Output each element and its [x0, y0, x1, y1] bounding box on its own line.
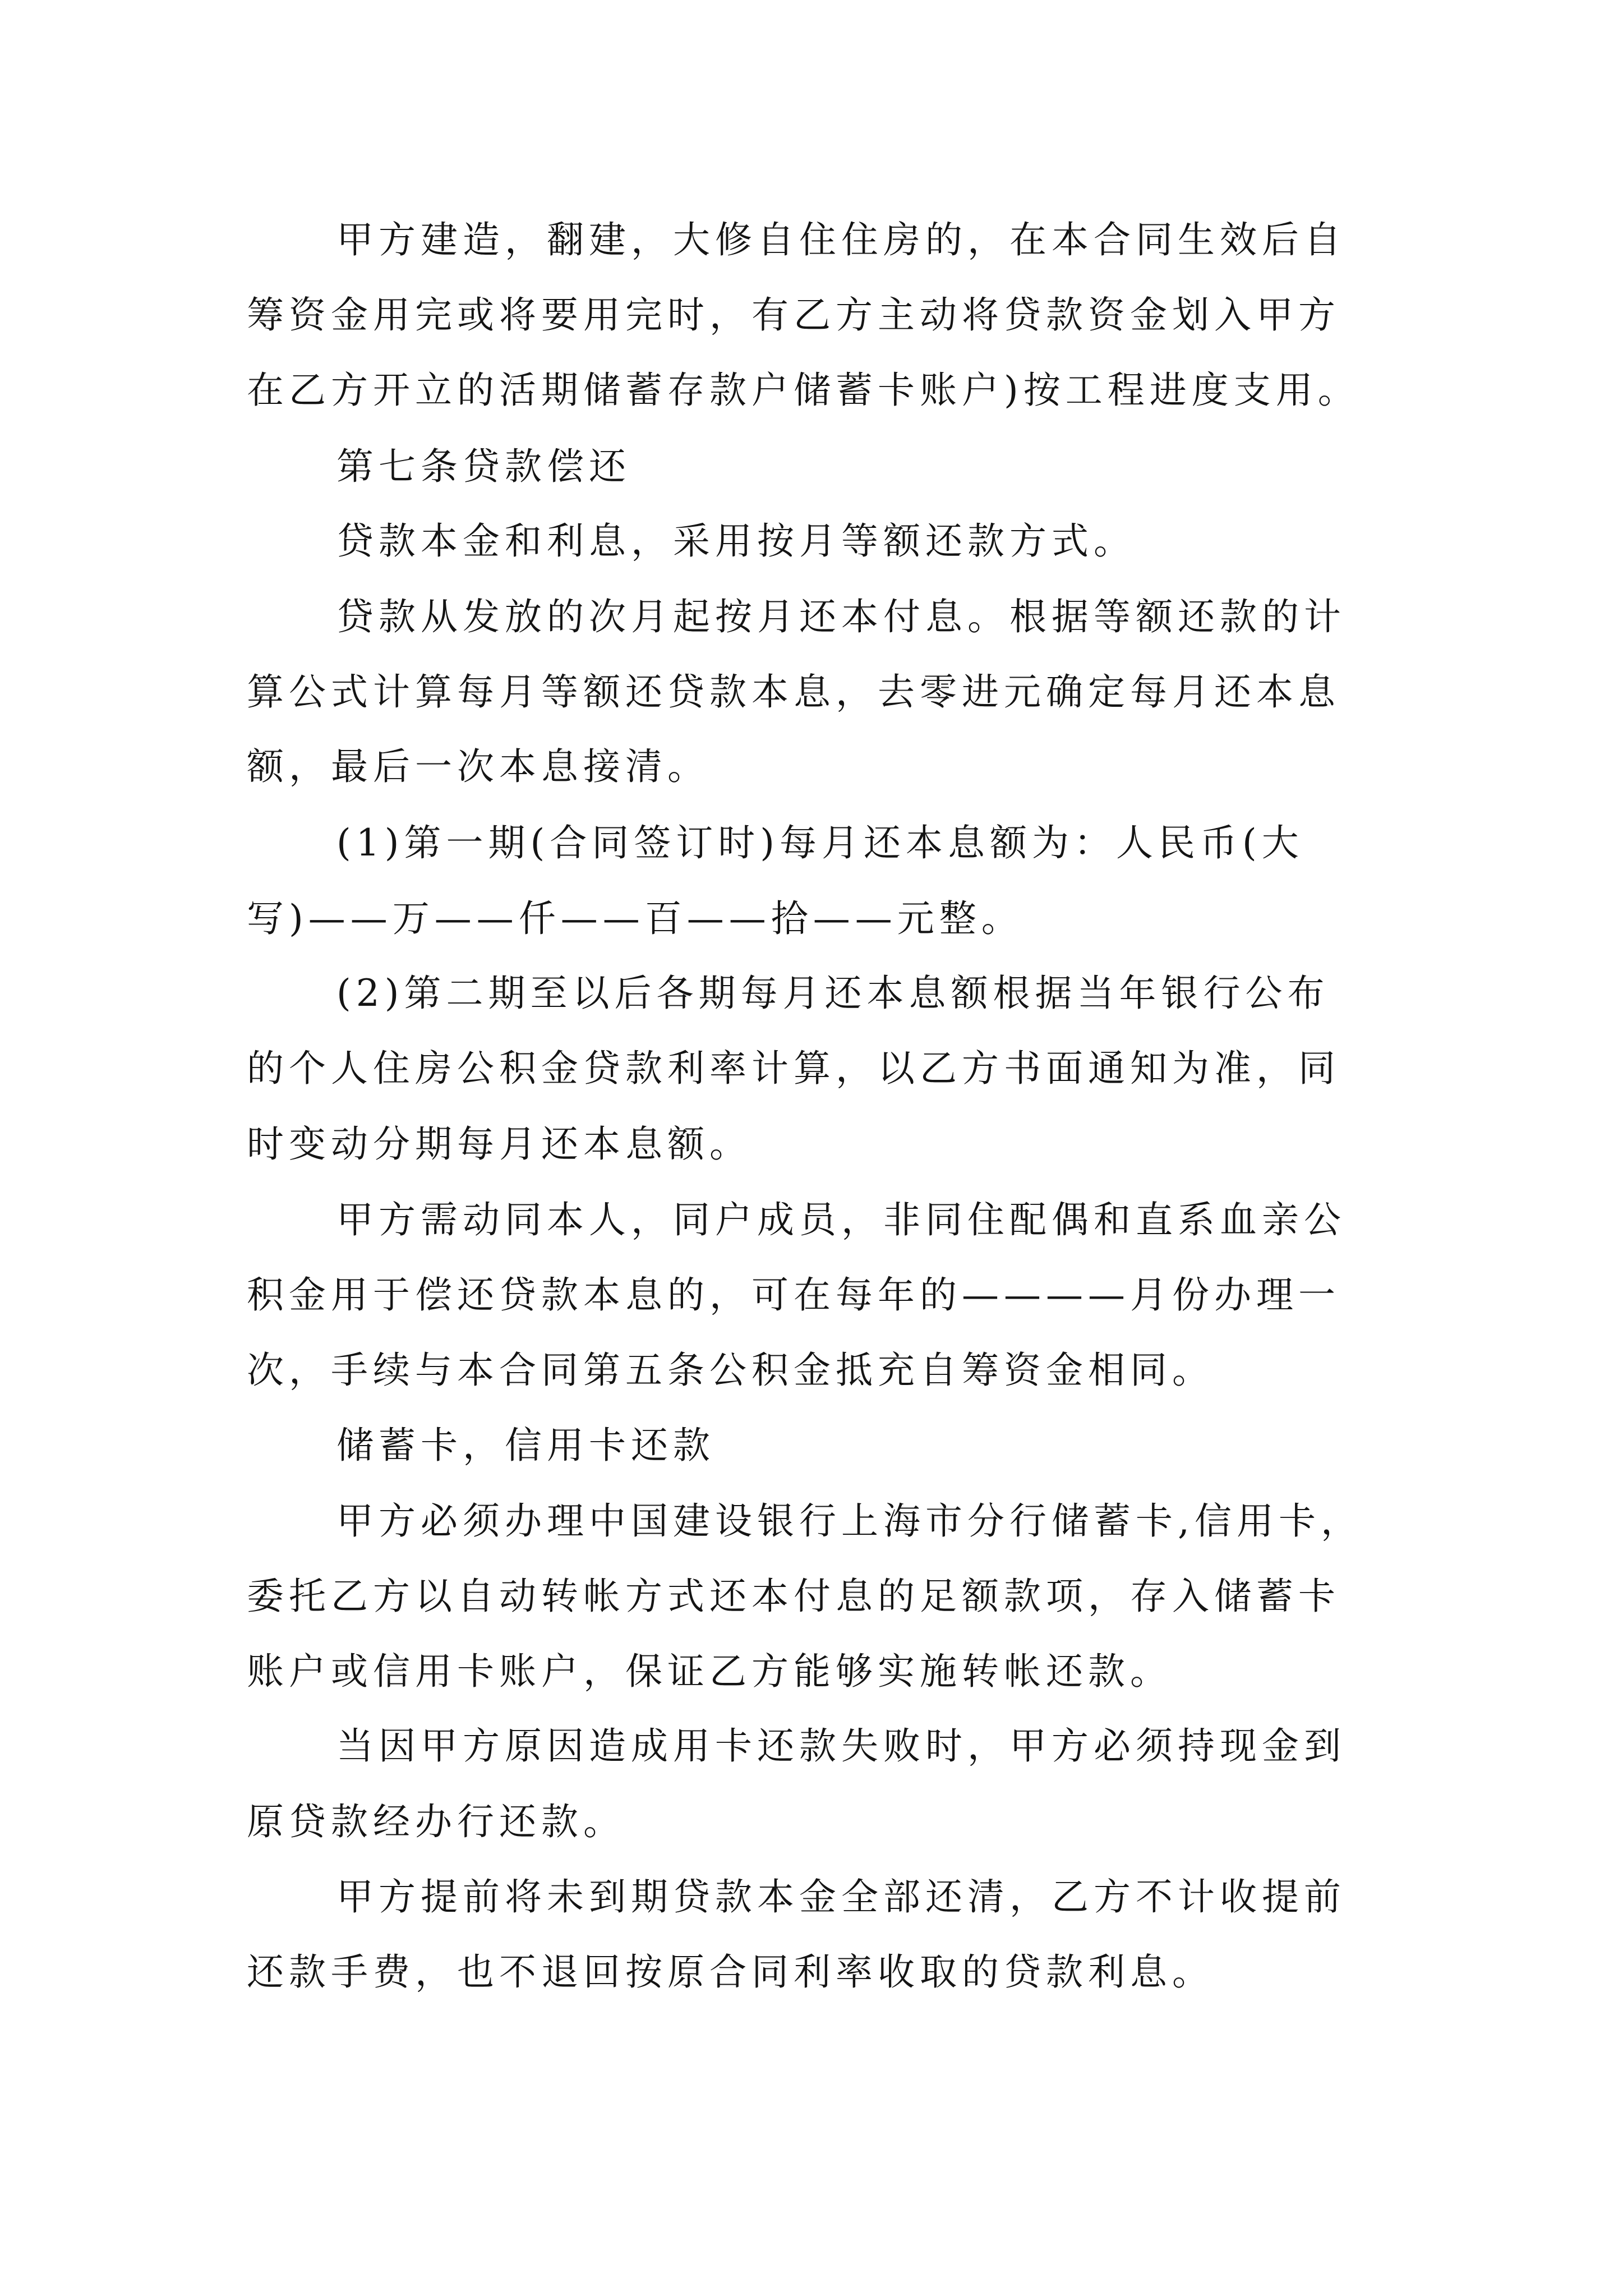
- text-line: 积金用于偿还贷款本息的，可在每年的————月份办理一: [247, 1273, 1340, 1317]
- text-line: 原贷款经办行还款。: [247, 1800, 625, 1843]
- text-line: 委托乙方以自动转帐方式还本付息的足额款项，存入储蓄卡: [247, 1575, 1340, 1618]
- text-line: 在乙方开立的活期储蓄存款户储蓄卡账户)按工程进度支用。: [247, 369, 1360, 412]
- text-line: 甲方必须办理中国建设银行上海市分行储蓄卡,信用卡，: [336, 1499, 1363, 1543]
- text-line: 次，手续与本合同第五条公积金抵充自筹资金相同。: [247, 1349, 1214, 1392]
- text-line: 甲方提前将未到期贷款本金全部还清，乙方不计收提前: [336, 1875, 1346, 1918]
- text-line: 贷款从发放的次月起按月还本付息。根据等额还款的计: [336, 595, 1346, 638]
- text-line: 甲方需动同本人，同户成员，非同住配偶和直系血亲公: [336, 1198, 1346, 1241]
- section-heading: 第七条贷款偿还: [336, 445, 631, 488]
- text-line: 额，最后一次本息接清。: [247, 745, 709, 788]
- text-line: 时变动分期每月还本息额。: [247, 1122, 751, 1166]
- text-line: 的个人住房公积金贷款利率计算，以乙方书面通知为准，同: [247, 1047, 1340, 1090]
- text-line: 甲方建造，翻建，大修自住住房的，在本合同生效后自: [336, 218, 1346, 261]
- text-line: 筹资金用完或将要用完时，有乙方主动将贷款资金划入甲方: [247, 293, 1340, 337]
- text-line: 当因甲方原因造成用卡还款失败时，甲方必须持现金到: [336, 1724, 1346, 1768]
- section-heading: 储蓄卡，信用卡还款: [336, 1424, 715, 1467]
- text-line: 写)——万——仟——百——拾——元整。: [247, 897, 1023, 940]
- text-line: 贷款本金和利息，采用按月等额还款方式。: [336, 519, 1136, 563]
- text-line: (1)第一期(合同签订时)每月还本息额为：人民币(大: [336, 821, 1304, 864]
- text-line: 账户或信用卡账户，保证乙方能够实施转帐还款。: [247, 1650, 1172, 1693]
- text-line: (2)第二期至以后各期每月还本息额根据当年银行公布: [336, 972, 1330, 1015]
- text-line: 算公式计算每月等额还贷款本息，去零进元确定每月还本息: [247, 670, 1340, 714]
- text-line: 还款手费，也不退回按原合同利率收取的贷款利息。: [247, 1950, 1214, 1994]
